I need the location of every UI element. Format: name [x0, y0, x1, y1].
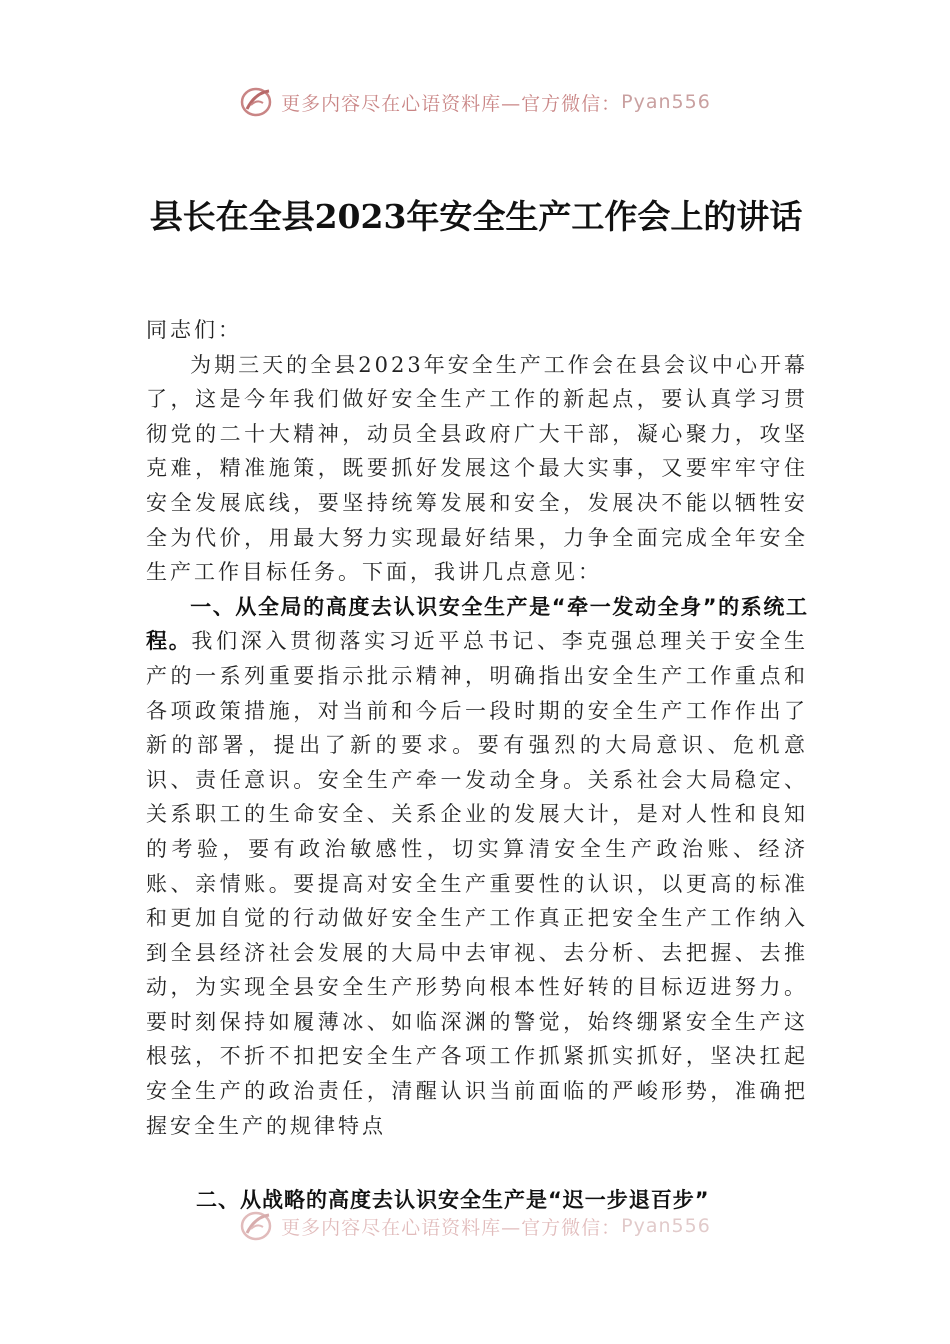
section-1-text: 我们深入贯彻落实习近平总书记、李克强总理关于安全生产的一系列重要指示批示精神，明确指出安全生产工作重点和各项政策措施，对当前和今后一段时期的安全生产工作作出了新的部署，提出了新的要求。要有强烈的大局意识、危机意识、责任意识。安全生产牵一发动全身。关系社会大局稳定、关系职工的生命安全、关系企业的发展大计，是对人性和良知的考验，要有政治敏感性，切实算清安全生产政治账、经济账、亲情账。要提高对安全生产重要性的认识，以更高的标准和更加自觉的行动做好安全生产工作真正把安全生产工作纳入到全县经济社会发展的大局中去审视、去分析、去把握、去推动，为实现全县安全生产形势向根本性好转的目标迈进努力。要时刻保持如履薄冰、如临深渊的警觉，始终绷紧安全生产这根弦，不折不扣把安全生产各项工作抓紧抓实抓好，坚决扛起安全生产的政治责任，清醒认识当前面临的严峻形势，准确把握安全生产的规律特点: [146, 629, 809, 1138]
watermark-text: 更多内容尽在心语资料库—官方微信：: [281, 1216, 622, 1239]
watermark-text: 更多内容尽在心语资料库—官方微信：: [281, 92, 622, 115]
watermark-wechat-id: Pyan556: [621, 1215, 711, 1237]
watermark-footer: [0, 1208, 950, 1244]
document-title: 县长在全县2023年安全生产工作会上的讲话: [149, 197, 803, 236]
document-body: [146, 313, 808, 1143]
section-1-paragraph: [146, 590, 808, 1144]
logo-seal-icon: [239, 85, 275, 119]
watermark-wechat-id: Pyan556: [621, 91, 711, 113]
opening-paragraph: 为期三天的全县2023年安全生产工作会在县会议中心开幕了，这是今年我们做好安全生产工作的新起点，要认真学习贯彻党的二十大精神，动员全县政府广大干部，凝心聚力，攻坚克难，精准施策，既要抓好发展这个最大实事，又要牢牢守住安全发展底线，要坚持统筹发展和安全，发展决不能以牺牲安全为代价，用最大努力实现最好结果，力争全面完成全年安全生产工作目标任务。下面，我讲几点意见：: [146, 352, 808, 585]
salutation: 同志们：: [146, 318, 242, 342]
logo-seal-icon: [239, 1209, 275, 1243]
watermark-header: [0, 84, 950, 120]
section-1-heading: 一、从全局的高度去认识安全生产是“牵一发动全身”的系统工程。: [146, 594, 808, 654]
section-2-heading: 二、从战略的高度去认识安全生产是“迟一步退百步”: [196, 1188, 710, 1212]
